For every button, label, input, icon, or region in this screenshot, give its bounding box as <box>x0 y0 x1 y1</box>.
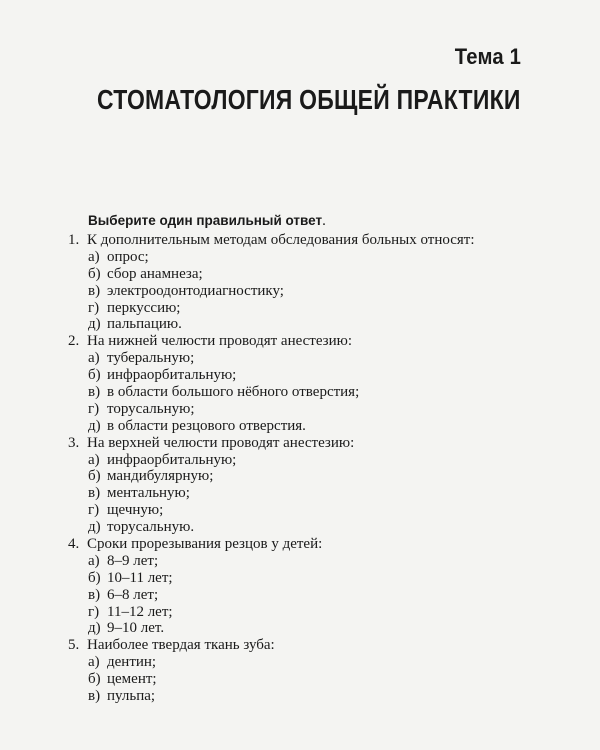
option-letter: в) <box>88 586 101 603</box>
question-text: К дополнительным методам обследования больных относят: <box>87 232 475 248</box>
option-text: 6–8 лет; <box>107 586 159 603</box>
option-letter: а) <box>88 248 100 265</box>
answer-option <box>68 283 548 300</box>
question-number: 1. <box>68 232 80 248</box>
question <box>68 333 548 350</box>
question <box>68 637 548 654</box>
option-letter: в) <box>88 688 101 705</box>
option-letter: в) <box>88 282 101 299</box>
option-text: щечную; <box>107 502 164 519</box>
question-text: На нижней челюсти проводят анестезию: <box>87 333 353 350</box>
answer-option <box>68 401 548 418</box>
answer-option <box>68 570 548 587</box>
option-letter: а) <box>88 552 100 569</box>
option-text: туберальную; <box>107 350 195 367</box>
option-text: инфраорбитальную; <box>107 451 237 468</box>
answer-option <box>68 502 548 519</box>
answer-option <box>68 367 548 384</box>
option-letter: в) <box>88 384 101 401</box>
answer-option <box>68 316 548 333</box>
instruction-text: Выберите один правильный ответ <box>88 213 323 228</box>
answer-option <box>68 587 548 604</box>
answer-option <box>68 671 548 688</box>
option-letter: б) <box>88 468 101 485</box>
answer-option <box>68 418 548 435</box>
option-letter: а) <box>88 451 100 468</box>
question-list <box>68 232 548 705</box>
instruction <box>88 213 326 230</box>
option-letter: а) <box>88 350 100 367</box>
option-text: 8–9 лет; <box>107 552 159 569</box>
option-text: дентин; <box>107 654 157 671</box>
answer-option <box>68 266 548 283</box>
option-letter: б) <box>88 671 101 688</box>
question-number: 5. <box>68 637 80 654</box>
option-letter: д) <box>88 519 101 536</box>
answer-option <box>68 452 548 469</box>
question <box>68 536 548 553</box>
answer-option <box>68 300 548 317</box>
option-letter: г) <box>88 400 100 417</box>
option-letter: а) <box>88 654 100 671</box>
option-letter: в) <box>88 485 101 502</box>
answer-option <box>68 350 548 367</box>
option-letter: д) <box>88 417 101 434</box>
option-text: 9–10 лет. <box>107 620 165 637</box>
question-text: На верхней челюсти проводят анестезию: <box>87 434 355 451</box>
option-letter: г) <box>88 603 100 620</box>
answer-option <box>68 688 548 705</box>
question-text: Сроки прорезывания резцов у детей: <box>87 536 323 553</box>
option-letter: б) <box>88 569 101 586</box>
option-text: торусальную. <box>107 519 195 536</box>
question-number: 2. <box>68 333 80 350</box>
instruction-period: . <box>322 213 326 229</box>
option-letter: д) <box>88 316 101 333</box>
answer-option <box>68 654 548 671</box>
answer-option <box>68 620 548 637</box>
option-letter: г) <box>88 299 100 316</box>
topic-title: СТОМАТОЛОГИЯ ОБЩЕЙ ПРАКТИКИ <box>97 84 521 115</box>
question <box>68 435 548 452</box>
question-number: 3. <box>68 434 80 451</box>
option-letter: д) <box>88 620 101 637</box>
option-text: мандибулярную; <box>107 468 214 485</box>
option-text: пульпа; <box>107 688 156 705</box>
answer-option <box>68 384 548 401</box>
option-text: 11–12 лет; <box>107 603 173 620</box>
answer-option <box>68 468 548 485</box>
option-text: электроодонтодиагностику; <box>107 282 284 299</box>
option-text: в области большого нёбного отверстия; <box>107 384 360 401</box>
option-text: перкуссию; <box>107 299 181 316</box>
option-text: цемент; <box>107 671 157 688</box>
option-letter: б) <box>88 367 101 384</box>
question-number: 4. <box>68 536 80 553</box>
answer-option <box>68 485 548 502</box>
option-text: пальпацию. <box>107 316 182 333</box>
topic-label: Тема 1 <box>454 44 521 69</box>
option-text: инфраорбитальную; <box>107 367 237 384</box>
answer-option <box>68 519 548 536</box>
option-text: в области резцового отверстия. <box>107 417 306 434</box>
option-letter: г) <box>88 502 100 519</box>
option-text: сбор анамнеза; <box>107 265 203 282</box>
question <box>68 232 548 249</box>
answer-option <box>68 604 548 621</box>
option-letter: б) <box>88 265 101 282</box>
option-text: торусальную; <box>107 400 195 417</box>
answer-option <box>68 553 548 570</box>
question-text: Наиболее твердая ткань зуба: <box>87 637 275 654</box>
option-text: 10–11 лет; <box>107 569 173 586</box>
answer-option <box>68 249 548 266</box>
option-text: ментальную; <box>107 485 190 502</box>
option-text: опрос; <box>107 248 149 265</box>
